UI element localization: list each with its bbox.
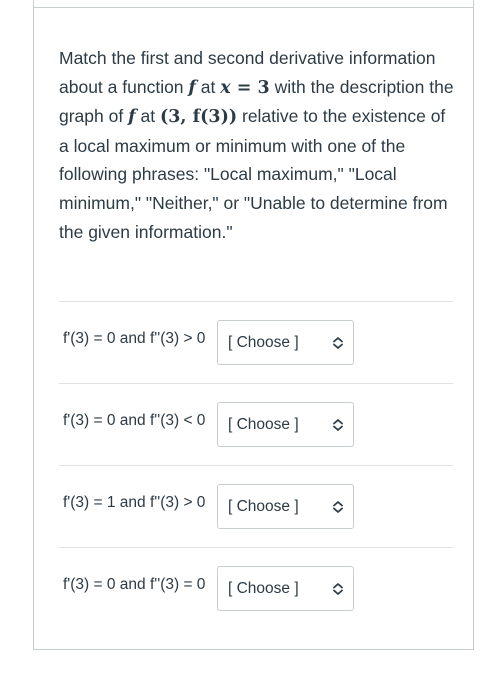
- answer-dropdown[interactable]: [217, 566, 354, 611]
- card-top-border: [34, 0, 473, 8]
- math-f: f: [188, 77, 196, 98]
- question-text-part: with the description the graph of: [59, 76, 454, 127]
- match-row-1: [59, 302, 453, 384]
- question-text: [59, 44, 459, 246]
- match-row-2: [59, 384, 453, 466]
- math-f: f: [128, 107, 136, 128]
- math-equals-three: = 3: [230, 77, 270, 98]
- dropdown-value: [ Choose ]: [228, 416, 299, 433]
- answer-label: f'(3) = 0 and f''(3) > 0: [63, 330, 206, 347]
- answer-label: f'(3) = 0 and f''(3) < 0: [63, 412, 206, 429]
- dropdown-value: [ Choose ]: [228, 498, 299, 515]
- question-text-part: Match the first and second derivative information about a function: [59, 48, 436, 97]
- question-card: [33, 0, 474, 650]
- question-text-part: at: [195, 76, 221, 97]
- match-row-4: [59, 548, 453, 630]
- up-down-chevron-icon: [332, 336, 344, 350]
- question-text-part: at: [135, 106, 160, 127]
- dropdown-value: [ Choose ]: [228, 334, 299, 351]
- answer-dropdown[interactable]: [217, 320, 354, 365]
- answer-label: f'(3) = 1 and f''(3) > 0: [63, 494, 206, 511]
- answer-dropdown[interactable]: [217, 484, 354, 529]
- up-down-chevron-icon: [332, 500, 344, 514]
- answer-dropdown[interactable]: [217, 402, 354, 447]
- up-down-chevron-icon: [332, 582, 344, 596]
- math-x: x: [220, 77, 231, 98]
- math-point: (3, f(3)): [159, 107, 238, 128]
- question-text-part: relative to the existence of a local maximum or minimum with one of the following phrases: "Local maximum," "Local minimum," "Neither," or "Unable to determine from the given information.": [59, 106, 448, 242]
- up-down-chevron-icon: [332, 418, 344, 432]
- answer-label: f'(3) = 0 and f''(3) = 0: [63, 576, 206, 593]
- dropdown-value: [ Choose ]: [228, 580, 299, 597]
- match-row-3: [59, 466, 453, 548]
